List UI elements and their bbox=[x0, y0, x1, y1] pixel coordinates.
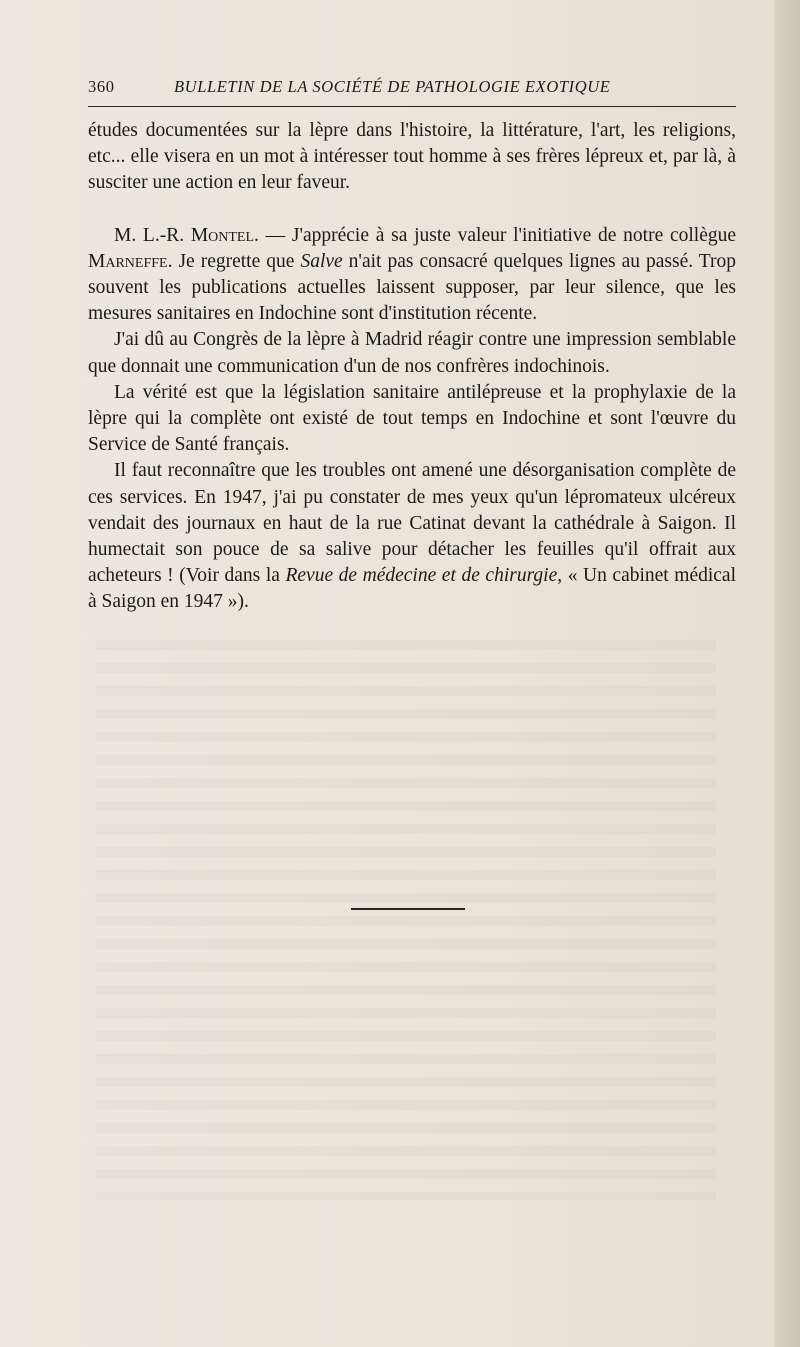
page-header bbox=[88, 77, 736, 101]
paragraph-2-text-c: n'ait pas consacré quelques lignes au passé. Trop souvent les publications actuelles laissent supposer, par leur silence, que les mesures sanitaires en Indochine sont d'institution récente. bbox=[88, 250, 736, 325]
paragraph-2-text-a: — J'apprécie à sa juste valeur l'initiative de notre collègue bbox=[258, 224, 737, 246]
running-title: BULLETIN DE LA SOCIÉTÉ DE PATHOLOGIE EXOTIQUE bbox=[174, 77, 611, 96]
paragraph-5-text-b: , « Un cabinet médical à Saigon en 1947 »). bbox=[88, 565, 736, 613]
section-end-rule bbox=[351, 908, 465, 910]
header-rule bbox=[88, 106, 736, 107]
colleague-name: Marneffe bbox=[88, 250, 168, 272]
paragraph-3: J'ai dû au Congrès de la lèpre à Madrid réagir contre une impression semblable que donnait une communication d'un de nos confrères indochinois. bbox=[88, 329, 736, 377]
paragraph-2-text-b: . Je regrette que bbox=[167, 250, 301, 272]
publication-title: Salve bbox=[300, 250, 343, 272]
speaker-name: M. L.-R. Montel. bbox=[114, 224, 259, 246]
paragraph-5 bbox=[88, 458, 736, 615]
page-number: 360 bbox=[88, 77, 115, 96]
journal-title: Revue de médecine et de chirurgie bbox=[285, 565, 558, 587]
body-text bbox=[88, 118, 736, 616]
page-edge bbox=[774, 0, 800, 1347]
show-through-text bbox=[96, 640, 716, 1200]
paragraph-5-text-a: Il faut reconnaître que les troubles ont amené une désorganisation complète de ces services. En 1947, j'ai pu constater de mes yeux qu'un lépromateux ulcéreux vendait des journaux en haut de la rue Catinat devant la cathédrale à Saigon. Il humectait son pouce de sa salive pour détacher les feuilles qu'il offrait aux acheteurs ! (Voir dans la bbox=[88, 460, 736, 587]
paragraph-2 bbox=[88, 223, 736, 328]
paragraph-1: études documentées sur la lèpre dans l'histoire, la littérature, l'art, les religions, etc... elle visera en un mot à intéresser tout homme à ses frères lépreux et, par là, à susciter une action en leur faveur. bbox=[88, 120, 736, 194]
paragraph-4: La vérité est que la législation sanitaire antilépreuse et la prophylaxie de la lèpre qui la complète ont existé de tout temps en Indochine et sont l'œuvre du Service de Santé français. bbox=[88, 381, 736, 456]
